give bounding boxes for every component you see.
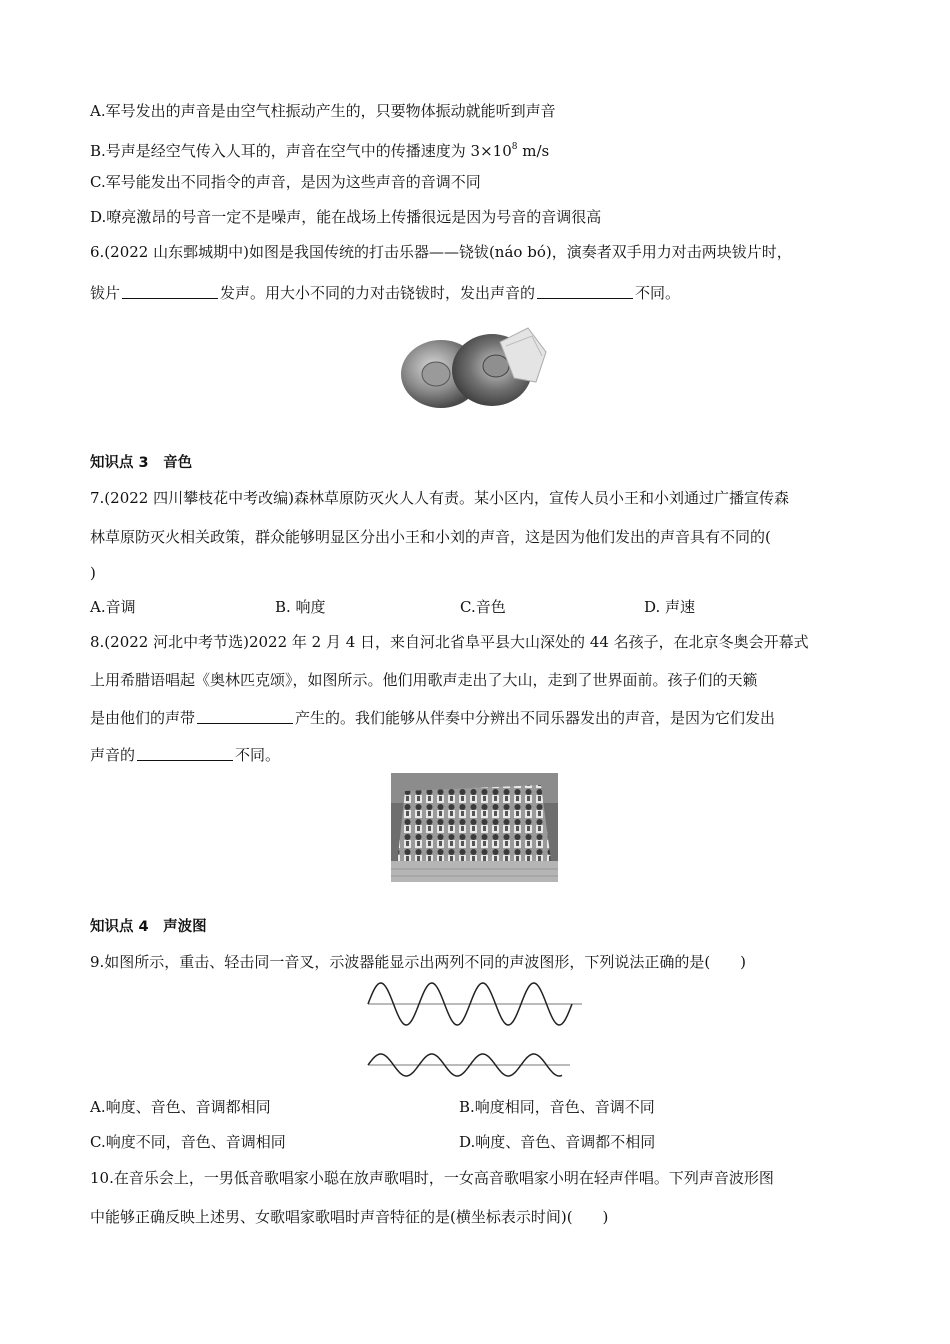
q5-option-b: [90, 137, 549, 161]
section-4-heading: 知识点 4 声波图: [90, 919, 207, 935]
q8-stem-line3: [90, 708, 775, 728]
q8-stem-line4: [90, 745, 280, 765]
q8-text-a: 是由他们的声带: [90, 709, 196, 727]
q5-option-a: A.军号发出的声音是由空气柱振动产生的，只要物体振动就能听到声音: [90, 102, 556, 120]
section-3-heading: 知识点 3 音色: [90, 455, 193, 471]
sound-wave-figure: [362, 980, 586, 1086]
q7-option-c[interactable]: C.音色: [460, 598, 506, 616]
q6-text-a: 钹片: [90, 284, 121, 302]
q7-option-b[interactable]: B. 响度: [275, 598, 326, 616]
q7-option-a[interactable]: A.音调: [90, 598, 136, 616]
q9-option-d[interactable]: D.响度、音色、音调都不相同: [459, 1133, 656, 1151]
q5-option-c: C.军号能发出不同指令的声音，是因为这些声音的音调不同: [90, 173, 481, 191]
q6-stem-line2: [90, 283, 680, 303]
q9-option-c[interactable]: C.响度不同，音色、音调相同: [90, 1133, 286, 1151]
q7-stem-line2: 林草原防灭火相关政策，群众能够明显区分出小王和小刘的声音，这是因为他们发出的声音具有不同的(: [90, 528, 771, 546]
q8-stem-line2: 上用希腊语唱起《奥林匹克颂》，如图所示。他们用歌声走出了大山，走到了世界面前。孩子们的天籁: [90, 671, 758, 689]
q10-stem-line1: 10.在音乐会上，一男低音歌唱家小聪在放声歌唱时，一女高音歌唱家小明在轻声伴唱。下列声音波形图: [90, 1169, 774, 1187]
q9-option-b[interactable]: B.响度相同，音色、音调不同: [459, 1098, 655, 1116]
q10-stem-line2: 中能够正确反映上述男、女歌唱家歌唱时声音特征的是(横坐标表示时间)( ): [90, 1208, 609, 1226]
q9-option-a[interactable]: A.响度、音色、音调都相同: [90, 1098, 271, 1116]
q8-blank-1[interactable]: [197, 709, 293, 724]
cymbals-image: [396, 322, 554, 414]
q7-stem-line3: ): [90, 564, 96, 582]
choir-children: [397, 785, 551, 865]
q6-stem-line1: 6.(2022 山东鄄城期中)如图是我国传统的打击乐器——铙钹(náo bó)，演奏者双手用力对击两块钹片时，: [90, 243, 792, 261]
q7-option-d[interactable]: D. 声速: [644, 598, 696, 616]
q5-option-d: D.嘹亮激昂的号音一定不是噪声，能在战场上传播很远是因为号音的音调很高: [90, 208, 602, 226]
q6-text-c: 不同。: [635, 284, 681, 302]
q8-blank-2[interactable]: [137, 746, 233, 761]
q8-text-c: 声音的: [90, 746, 136, 764]
q7-stem-line1: 7.(2022 四川攀枝花中考改编)森林草原防灭火人人有责。某小区内，宣传人员小王和小刘通过广播宣传森: [90, 489, 789, 507]
q5-option-b-text: B.号声是经空气传入人耳的，声音在空气中的传播速度为 3×10: [90, 142, 512, 160]
q6-text-b: 发声。用大小不同的力对击铙钹时，发出声音的: [220, 284, 536, 302]
choir-photo: [391, 773, 558, 882]
q8-text-d: 不同。: [235, 746, 281, 764]
q9-stem: 9.如图所示，重击、轻击同一音叉，示波器能显示出两列不同的声波图形，下列说法正确的是( ): [90, 953, 747, 971]
q8-text-b: 产生的。我们能够从伴奏中分辨出不同乐器发出的声音，是因为它们发出: [295, 709, 776, 727]
q8-stem-line1: 8.(2022 河北中考节选)2022 年 2 月 4 日，来自河北省阜平县大山深处的 44 名孩子，在北京冬奥会开幕式: [90, 633, 809, 651]
q5-option-b-exponent: 8: [511, 142, 518, 152]
q6-blank-2[interactable]: [537, 284, 633, 299]
q5-option-b-unit: m/s: [517, 142, 550, 160]
q6-blank-1[interactable]: [122, 284, 218, 299]
